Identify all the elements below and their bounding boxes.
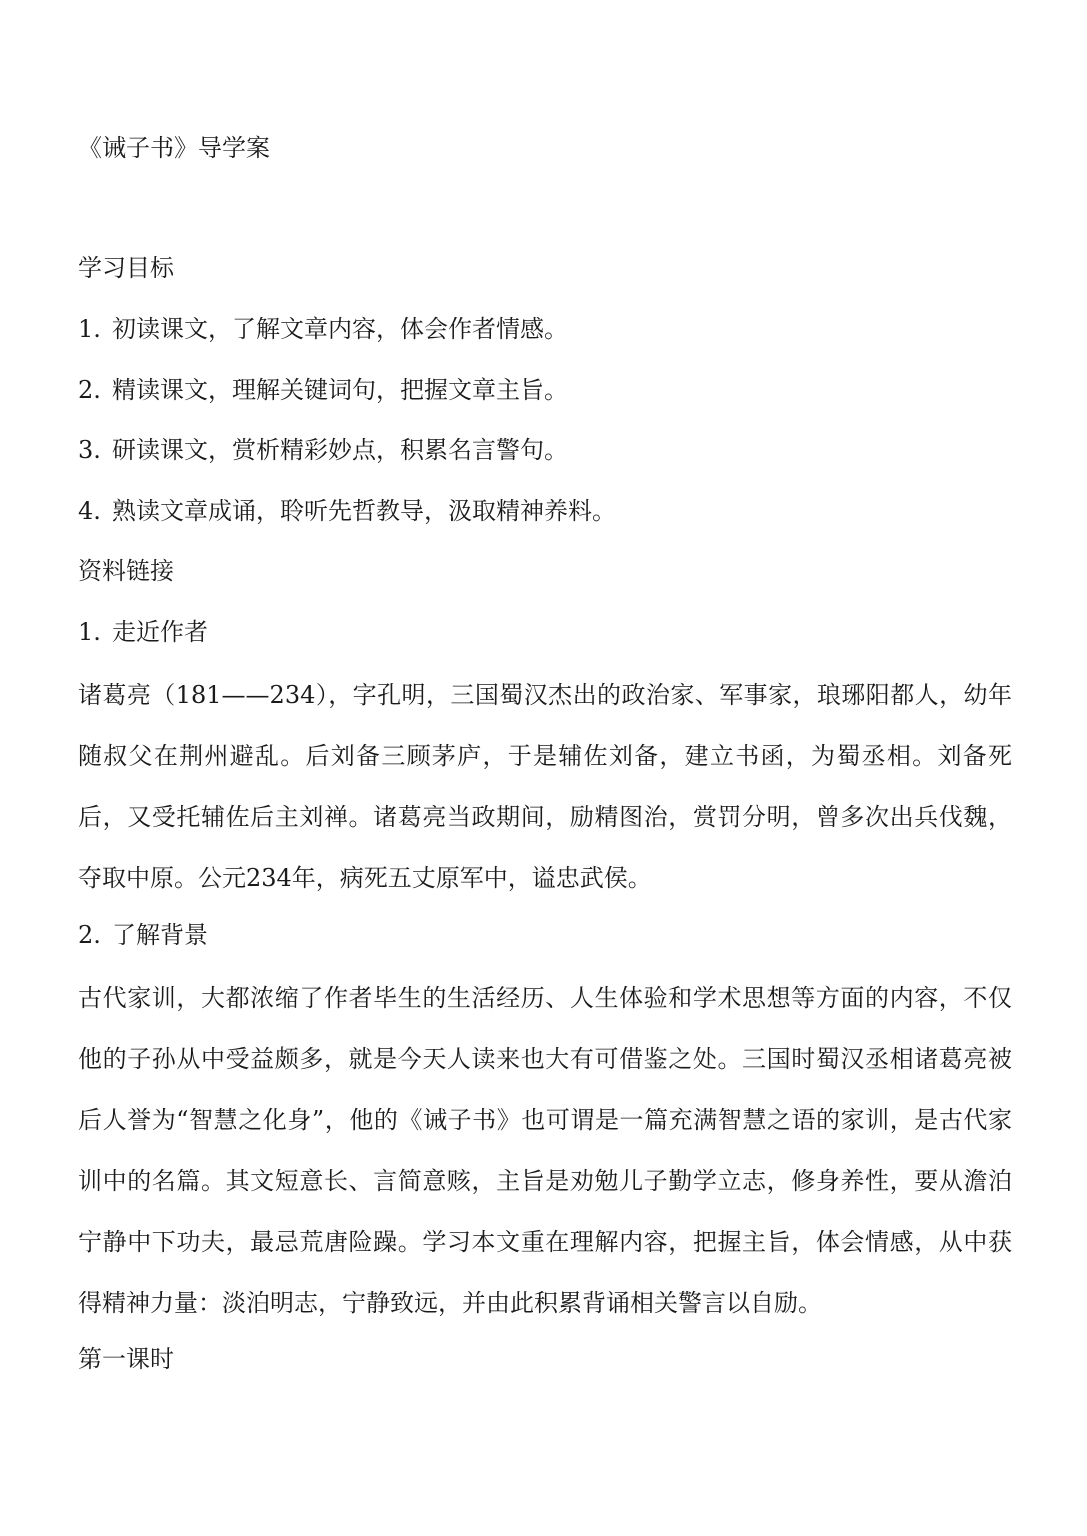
lesson-heading: 第一课时 bbox=[78, 1345, 174, 1373]
author-subheading bbox=[78, 617, 208, 647]
author-heading-text: 走近作者 bbox=[112, 618, 208, 646]
goal-number: 3. bbox=[78, 436, 101, 464]
goal-number: 1. bbox=[78, 315, 101, 343]
goal-number: 2. bbox=[78, 376, 101, 404]
background-subheading bbox=[78, 920, 208, 950]
goal-text: 熟读文章成诵，聆听先哲教导，汲取精神养料。 bbox=[112, 497, 616, 525]
background-heading-text: 了解背景 bbox=[112, 921, 208, 949]
background-number: 2. bbox=[78, 921, 101, 949]
goals-heading: 学习目标 bbox=[78, 254, 174, 282]
goal-text: 初读课文，了解文章内容，体会作者情感。 bbox=[112, 315, 568, 343]
author-number: 1. bbox=[78, 618, 101, 646]
goal-item bbox=[78, 435, 568, 465]
goal-item bbox=[78, 314, 568, 344]
goal-text: 研读课文，赏析精彩妙点，积累名言警句。 bbox=[112, 436, 568, 464]
goal-item bbox=[78, 496, 616, 526]
goal-number: 4. bbox=[78, 497, 101, 525]
background-paragraph: 古代家训，大都浓缩了作者毕生的生活经历、人生体验和学术思想等方面的内容，不仅他的子孙从中受益颇多，就是今天人读来也大有可借鉴之处。三国时蜀汉丞相诸葛亮被后人誉为“智慧之化身”，他的《诫子书》也可谓是一篇充满智慧之语的家训，是古代家训中的名篇。其文短意长、言简意赅，主旨是劝勉儿子勤学立志，修身养性，要从澹泊宁静中下功夫，最忌荒唐险躁。学习本文重在理解内容，把握主旨，体会情感，从中获得精神力量：淡泊明志，宁静致远，并由此积累背诵相关警言以自励。 bbox=[78, 984, 1012, 1317]
goal-item bbox=[78, 375, 568, 405]
author-paragraph: 诸葛亮（181——234），字孔明，三国蜀汉杰出的政治家、军事家，琅琊阳都人，幼年随叔父在荆州避乱。后刘备三顾茅庐，于是辅佐刘备，建立书函，为蜀丞相。刘备死后，又受托辅佐后主刘禅。诸葛亮当政期间，励精图治，赏罚分明，曾多次出兵伐魏，夺取中原。公元234年，病死五丈原军中，谥忠武侯。 bbox=[78, 681, 1012, 892]
goal-text: 精读课文，理解关键词句，把握文章主旨。 bbox=[112, 376, 568, 404]
document-title: 《诫子书》导学案 bbox=[78, 134, 270, 162]
links-heading: 资料链接 bbox=[78, 557, 174, 585]
